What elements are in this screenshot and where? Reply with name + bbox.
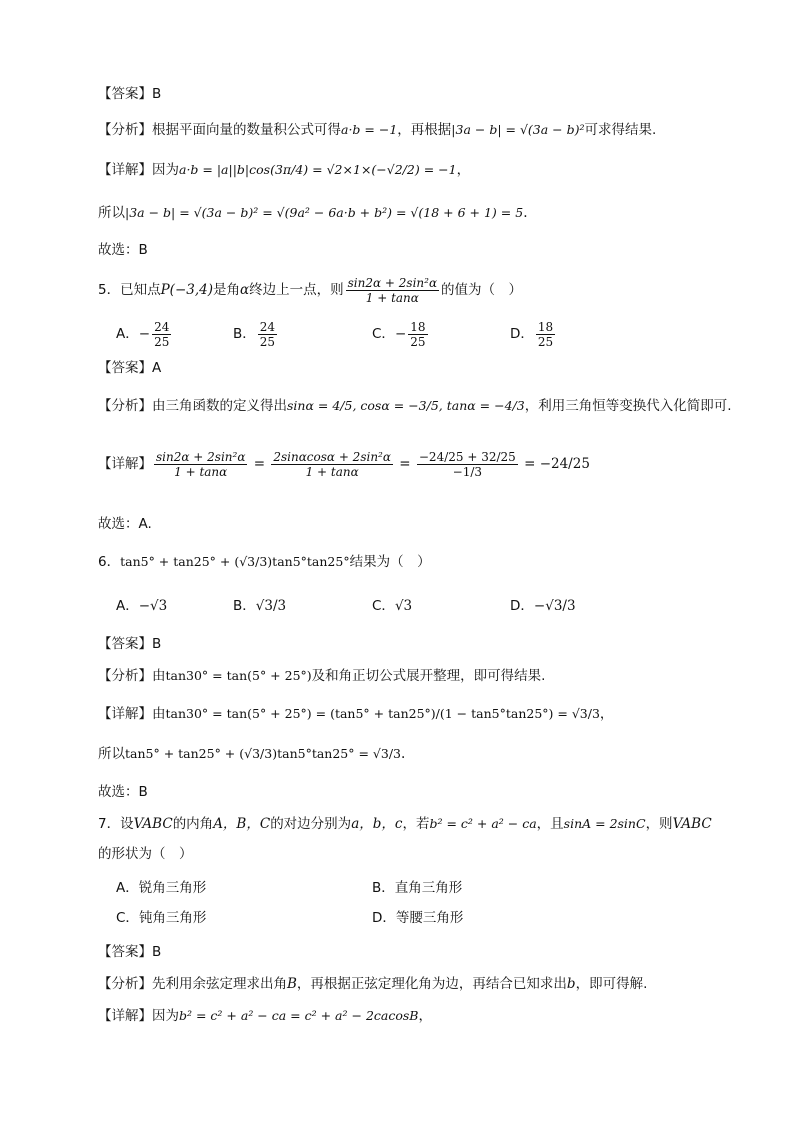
q6-stem: 6．tan5° + tan25° + (√3/3)tan5°tan25°结果为（ ） — [98, 554, 431, 570]
q6-choice: 故选：B — [98, 784, 148, 800]
q7-option-b: B．直角三角形 — [372, 880, 463, 896]
q4-detail: 【详解】因为a·b = |a||b|cos(3π/4) = √2×1×(−√2/2) = −1， — [98, 162, 471, 178]
q7-stem-line2: 的形状为（ ） — [98, 846, 193, 862]
q5-detail: 【详解】 $\frac{\text{sin2α + 2sin²α}}{1 + \tan\alpha}$ = $\frac{\text{2sinαcosα + 2sin²α}}{1 + \tan\alpha}$ = $\frac{-24/25 + 32/25}{-1/3}$ = −24/25 — [98, 450, 590, 479]
q7-option-a: A．锐角三角形 — [116, 880, 207, 896]
q6-option-d: D．−√3/3 — [510, 598, 576, 614]
q7-option-d: D．等腰三角形 — [372, 910, 464, 926]
q5-stem: 5．已知点P(−3,4)是角α终边上一点，则 $\frac{\text{sin2α + 2sin²α}}{1 + \tan\alpha}$ 的值为（ ） — [98, 276, 523, 305]
q6-option-b: B．√3/3 — [233, 598, 287, 614]
q6-answer: 【答案】B — [98, 636, 162, 652]
q5-option-a: A．− $\frac{24}{25}$ — [116, 320, 170, 349]
q7-detail: 【详解】因为b² = c² + a² − ca = c² + a² − 2cacosB， — [98, 1008, 432, 1024]
q4-answer: 【答案】B — [98, 86, 162, 102]
q5-option-d: D． $\frac{18}{25}$ — [510, 320, 554, 349]
q7-answer: 【答案】B — [98, 944, 162, 960]
q5-choice: 故选：A. — [98, 516, 152, 532]
q4-analysis: 【分析】根据平面向量的数量积公式可得a·b = −1，再根据|3a − b| = √(3a − b)²可求得结果. — [98, 122, 657, 138]
q6-option-c: C．√3 — [372, 598, 413, 614]
q5-option-c: C．− $\frac{18}{25}$ — [372, 320, 426, 349]
q4-so: 所以|3a − b| = √(3a − b)² = √(9a² − 6a·b + b²) = √(18 + 6 + 1) = 5. — [98, 205, 528, 221]
q5-option-b: B． $\frac{24}{25}$ — [233, 320, 276, 349]
q6-detail: 【详解】由tan30° = tan(5° + 25°) = (tan5° + tan25°)/(1 − tan5°tan25°) = √3/3， — [98, 706, 614, 722]
q4-choice: 故选：B — [98, 242, 148, 258]
q7-analysis: 【分析】先利用余弦定理求出角B，再根据正弦定理化角为边，再结合已知求出b，即可得解. — [98, 976, 648, 992]
q5-stem-fraction: $\frac{\text{sin2α + 2sin²α}}{1 + \tan\alpha}$ — [347, 276, 438, 305]
q5-analysis: 【分析】由三角函数的定义得出sinα = 4/5, cosα = −3/5, tanα = −4/3，利用三角恒等变换代入化简即可. — [98, 398, 732, 414]
q6-option-a: A．−√3 — [116, 598, 168, 614]
q6-so: 所以tan5° + tan25° + (√3/3)tan5°tan25° = √3/3. — [98, 746, 406, 762]
q7-option-c: C．钝角三角形 — [116, 910, 207, 926]
q6-analysis: 【分析】由tan30° = tan(5° + 25°)及和角正切公式展开整理，即可得结果. — [98, 668, 546, 684]
q7-stem-line1: 7．设VABC的内角A，B，C的对边分别为a，b，c，若b² = c² + a² − ca，且sinA = 2sinC，则VABC — [98, 816, 712, 832]
q5-answer: 【答案】A — [98, 360, 162, 376]
